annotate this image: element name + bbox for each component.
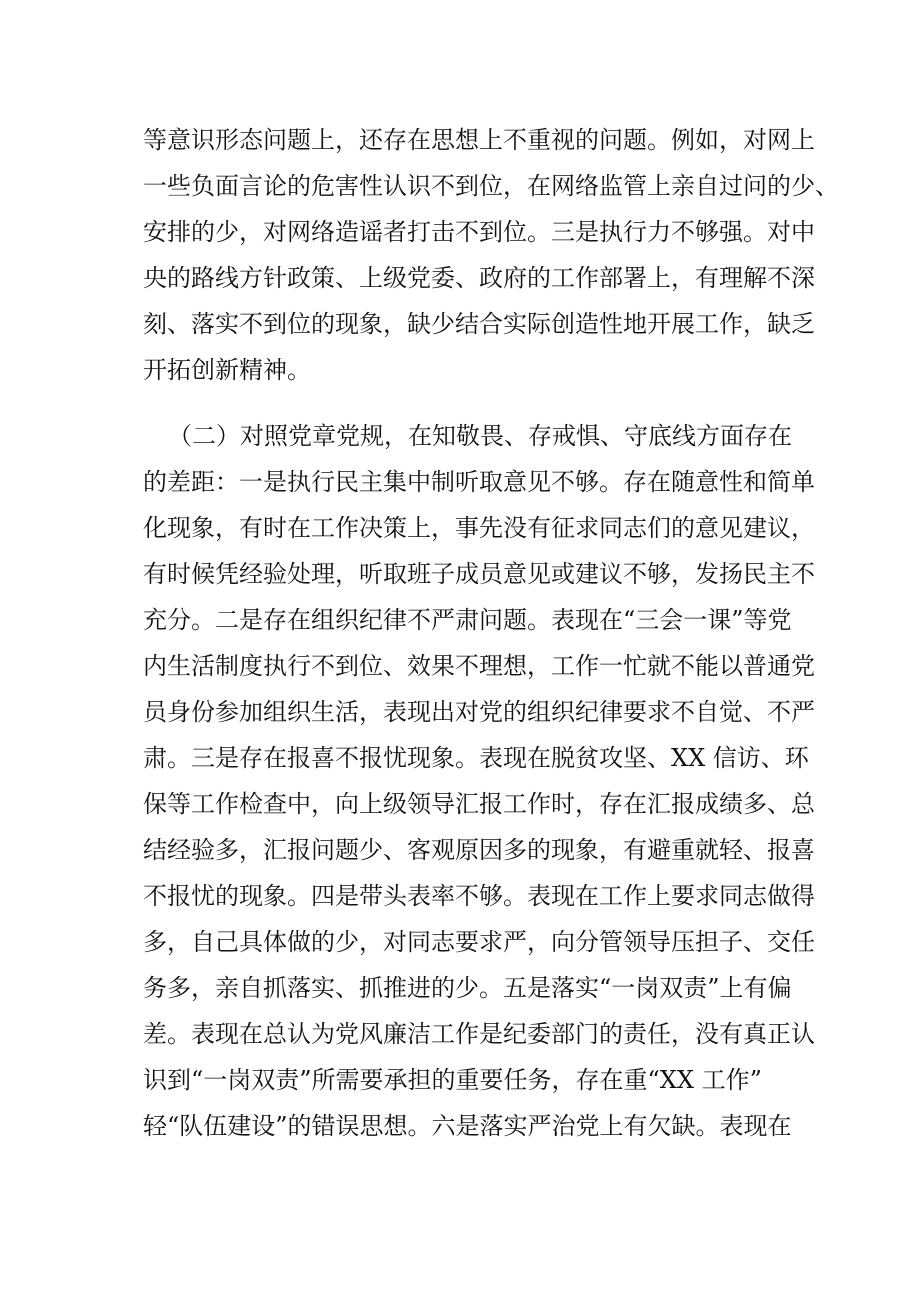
text-line: 内生活制度执行不到位、效果不理想，工作一忙就不能以普通党 bbox=[143, 652, 815, 680]
text-line: 等意识形态问题上，还存在思想上不重视的问题。例如，对网上 bbox=[143, 126, 815, 154]
text-line: 结经验多，汇报问题少、客观原因多的现象，有避重就轻、报喜 bbox=[143, 836, 815, 864]
text-line: 化现象，有时在工作决策上，事先没有征求同志们的意见建议， bbox=[143, 514, 815, 542]
text-line: 差。表现在总认为党风廉洁工作是纪委部门的责任，没有真正认 bbox=[143, 1020, 815, 1048]
paragraph-first-line: （二）对照党章党规，在知敬畏、存戒惧、守底线方面存在 bbox=[168, 422, 792, 450]
text-line: 有时候凭经验处理，听取班子成员意见或建议不够，发扬民主不 bbox=[143, 560, 815, 588]
text-line: 多，自己具体做的少，对同志要求严，向分管领导压担子、交任 bbox=[143, 928, 815, 956]
text-line: 保等工作检查中，向上级领导汇报工作时，存在汇报成绩多、总 bbox=[143, 790, 815, 818]
text-line: 开拓创新精神。 bbox=[143, 356, 311, 384]
text-line: 安排的少，对网络造谣者打击不到位。三是执行力不够强。对中 bbox=[143, 218, 815, 246]
text-line: 充分。二是存在组织纪律不严肃问题。表现在“三会一课”等党 bbox=[143, 606, 792, 634]
text-line: 肃。三是存在报喜不报忧现象。表现在脱贫攻坚、XX 信访、环 bbox=[143, 744, 809, 772]
text-line: 的差距：一是执行民主集中制听取意见不够。存在随意性和简单 bbox=[143, 468, 815, 496]
text-line: 不报忧的现象。四是带头表率不够。表现在工作上要求同志做得 bbox=[143, 882, 815, 910]
text-line: 识到“一岗双责”所需要承担的重要任务，存在重“XX 工作” bbox=[143, 1066, 762, 1094]
text-line: 一些负面言论的危害性认识不到位，在网络监管上亲自过问的少、 bbox=[143, 172, 839, 200]
text-line: 央的路线方针政策、上级党委、政府的工作部署上，有理解不深 bbox=[143, 264, 815, 292]
text-line: 员身份参加组织生活，表现出对党的组织纪律要求不自觉、不严 bbox=[143, 698, 815, 726]
text-line: 轻“队伍建设”的错误思想。六是落实严治党上有欠缺。表现在 bbox=[143, 1112, 792, 1140]
text-line: 务多，亲自抓落实、抓推进的少。五是落实“一岗双责”上有偏 bbox=[143, 974, 792, 1002]
text-line: 刻、落实不到位的现象，缺少结合实际创造性地开展工作，缺乏 bbox=[143, 310, 815, 338]
